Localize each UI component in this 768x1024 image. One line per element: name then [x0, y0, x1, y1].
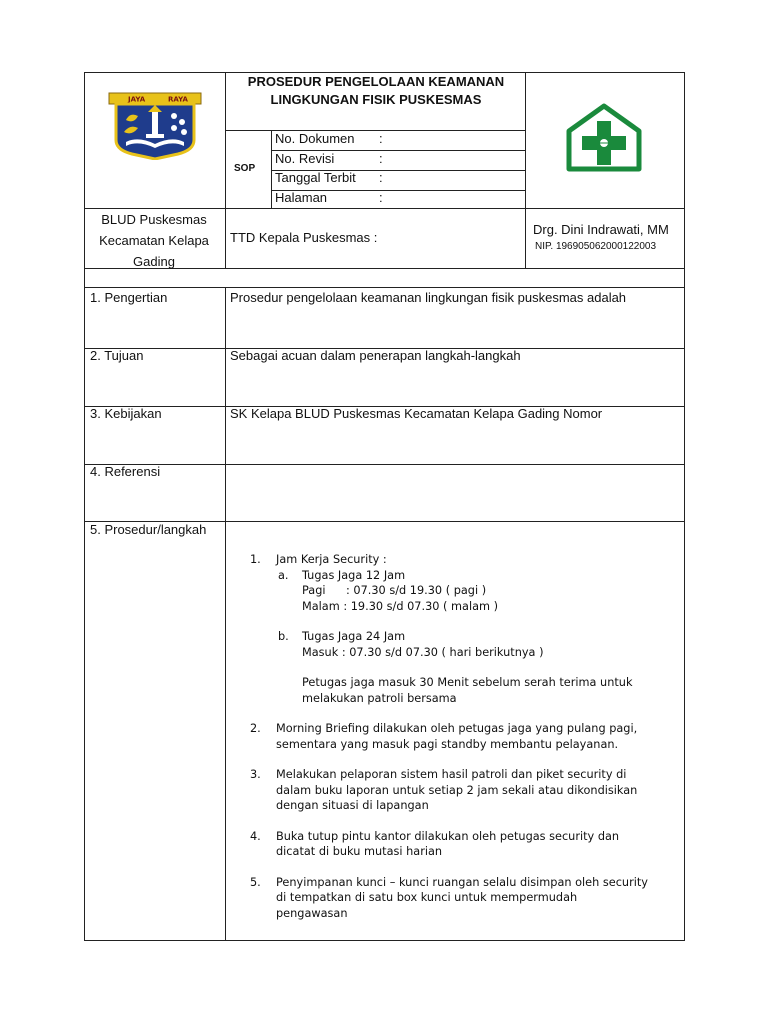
section-label-tujuan: 2. Tujuan [90, 348, 144, 363]
procedure-item-text: Jam Kerja Security : [276, 553, 387, 566]
border-bottom [84, 940, 685, 941]
procedure-subitem-line: Masuk : 07.30 s/d 07.30 ( hari berikutnya ) [302, 645, 544, 659]
border-left [84, 72, 85, 941]
procedure-item [250, 721, 678, 752]
procedure-item-text: Buka tutup pintu kantor dilakukan oleh petugas security dan [276, 829, 620, 843]
procedure-subitem-title: Tugas Jaga 12 Jam [302, 568, 406, 582]
procedure-item-text: Penyimpanan kunci – kunci ruangan selalu disimpan oleh security [276, 875, 648, 889]
procedure-subitem-note: melakukan patroli bersama [302, 691, 457, 705]
meta-value: : [379, 170, 383, 185]
procedure-subitem-letter: a. [278, 568, 289, 582]
procedure-item-number: 3. [250, 768, 261, 781]
procedure-item-text: Melakukan pelaporan sistem hasil patroli dan piket security di [276, 768, 627, 781]
ttd-label: TTD Kepala Puskesmas : [230, 230, 378, 245]
procedure-item-text: sementara yang masuk pagi standby membantu pelayanan. [276, 737, 619, 751]
procedure-item-number: 1. [250, 553, 261, 566]
section-label-prosedur: 5. Prosedur/langkah [90, 522, 207, 537]
section-label-kebijakan: 3. Kebijakan [90, 406, 162, 421]
procedure-item-text: dalam buku laporan untuk setiap 2 jam sekali atau dikondisikan [276, 783, 638, 797]
procedure-subitem-line [302, 583, 678, 599]
meta-value: : [379, 131, 383, 146]
organization-name [84, 209, 224, 272]
section-text-tujuan: Sebagai acuan dalam penerapan langkah-langkah [230, 348, 521, 363]
section-label-pengertian: 1. Pengertian [90, 290, 168, 305]
procedure-item-text: Morning Briefing dilakukan oleh petugas jaga yang pulang pagi, [276, 722, 638, 735]
procedure-item [250, 767, 678, 814]
meta-row-revision [272, 151, 524, 171]
document-title-line2: LINGKUNGAN FISIK PUSKESMAS [270, 92, 482, 107]
procedure-item-text: dicatat di buku mutasi harian [276, 845, 443, 858]
meta-row-issue-date [272, 170, 524, 190]
document-title-line1: PROSEDUR PENGELOLAAN KEAMANAN [247, 74, 505, 89]
meta-value: : [379, 190, 383, 205]
procedure-item-text: di tempatkan di satu box kunci untuk mempermudah [276, 891, 578, 904]
meta-label: Tanggal Terbit [275, 170, 356, 185]
shift-label: Pagi [302, 584, 326, 597]
organization-line3: Gading [133, 254, 175, 269]
section-label-referensi: 4. Referensi [90, 464, 161, 479]
logo-motto-right: RAYA [168, 95, 188, 104]
sop-label: SOP [234, 163, 256, 174]
puskesmas-logo [566, 103, 642, 173]
border-right [684, 72, 685, 941]
jakarta-coat-of-arms-logo [108, 90, 202, 160]
document-title [226, 73, 526, 109]
procedure-subitem-note: Petugas jaga masuk 30 Menit sebelum serah terima untuk [302, 676, 633, 689]
section-text-pengertian: Prosedur pengelolaan keamanan lingkungan fisik puskesmas adalah [230, 290, 627, 305]
logo-motto-left: JAYA [128, 95, 146, 104]
procedure-list [250, 552, 678, 921]
divider [84, 464, 685, 465]
procedure-item [250, 829, 678, 860]
procedure-subitem-line: Malam : 19.30 s/d 07.30 ( malam ) [302, 599, 499, 613]
signer-nip: NIP. 196905062000122003 [535, 241, 657, 252]
procedure-item [250, 875, 678, 922]
procedure-subitem-letter: b. [278, 630, 289, 643]
signer-name: Drg. Dini Indrawati, MM [533, 222, 669, 237]
meta-label: No. Dokumen [275, 131, 355, 146]
meta-row-page [272, 190, 524, 210]
procedure-item-text: pengawasan [276, 906, 348, 920]
meta-row-document-number [272, 131, 524, 151]
procedure-item-number: 5. [250, 875, 261, 889]
procedure-item-number: 4. [250, 829, 261, 843]
divider [225, 287, 226, 941]
meta-value: : [379, 151, 383, 166]
section-text-kebijakan: SK Kelapa BLUD Puskesmas Kecamatan Kelapa Gading Nomor [230, 406, 603, 421]
organization-line1: BLUD Puskesmas [101, 212, 207, 227]
procedure-item [250, 552, 678, 706]
procedure-subitem-title: Tugas Jaga 24 Jam [302, 630, 406, 643]
shift-hours: : 07.30 s/d 19.30 ( pagi ) [346, 584, 487, 597]
meta-label: Halaman [275, 190, 328, 205]
procedure-subitem [276, 568, 678, 615]
meta-label: No. Revisi [275, 151, 335, 166]
procedure-item-number: 2. [250, 722, 261, 735]
procedure-item-text: dengan situasi di lapangan [276, 799, 429, 812]
divider [84, 287, 685, 288]
procedure-subitem [276, 629, 678, 706]
organization-line2: Kecamatan Kelapa [99, 233, 209, 248]
